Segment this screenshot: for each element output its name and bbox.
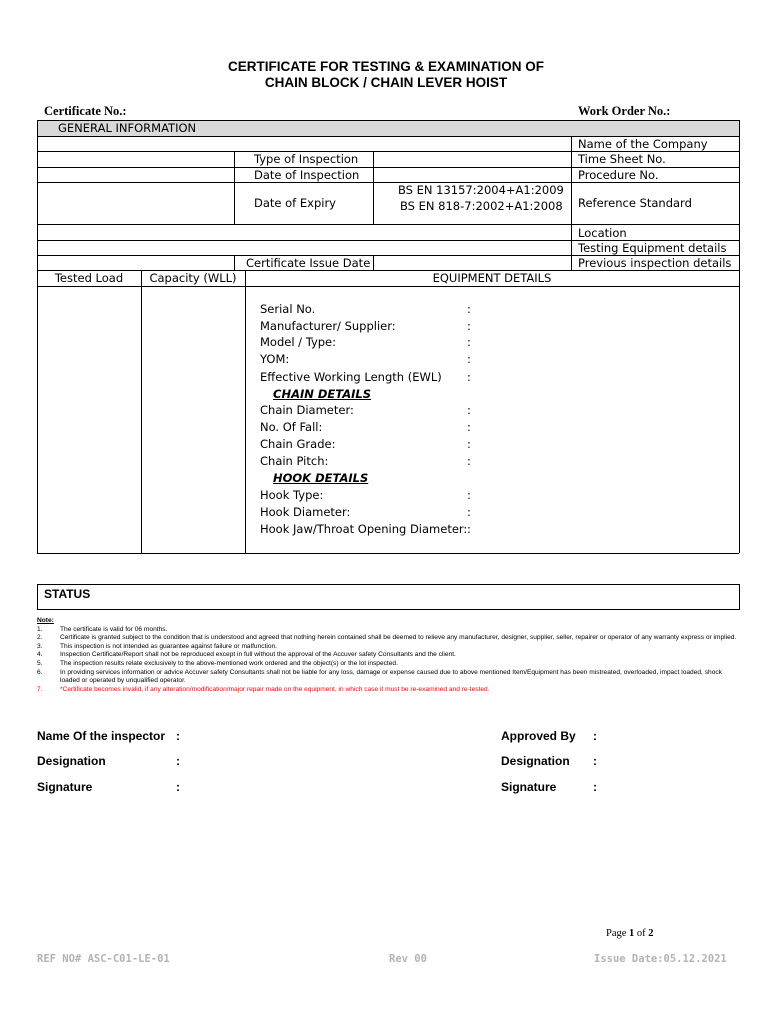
status-box: [37, 584, 740, 610]
hook-field-type: Hook Type:: [260, 488, 324, 502]
work-order-no-label: Work Order No.:: [578, 104, 671, 118]
standard-1: BS EN 13157:2004+A1:2009: [398, 183, 564, 197]
inspector-name-label: Name Of the inspector: [37, 729, 166, 743]
colon: :: [593, 780, 597, 794]
hook-field-diameter: Hook Diameter:: [260, 505, 351, 519]
rule-vertical: [571, 136, 572, 270]
document-title-line-2: CHAIN BLOCK / CHAIN LEVER HOIST: [264, 75, 508, 90]
page-number: Page 1 of 2: [606, 928, 654, 939]
note-item: 6. In providing services information or advice Accuver safety Consultants shall not be liable for any loss, damage or expense caused due to above mentioned Item/Equipment has been mistreated, overloaded, impact loaded, shock loaded or operated by unqualified operator.: [37, 668, 722, 685]
certificate-no-label: Certificate No.:: [44, 104, 127, 118]
date-of-expiry-label: Date of Expiry: [254, 196, 336, 210]
approver-designation-label: Designation: [501, 754, 570, 768]
tested-load-header: Tested Load: [54, 271, 124, 285]
chain-field-diameter: Chain Diameter:: [260, 403, 354, 417]
colon: :: [176, 729, 180, 743]
equipment-details-header: EQUIPMENT DETAILS: [432, 271, 552, 285]
document-title-line-1: CERTIFICATE FOR TESTING & EXAMINATION OF: [228, 59, 544, 74]
previous-inspection-details-label: Previous inspection details: [578, 256, 732, 270]
time-sheet-no-label: Time Sheet No.: [578, 152, 666, 166]
equipment-field-yom: YOM:: [260, 352, 290, 366]
capacity-wll-header: Capacity (WLL): [149, 271, 237, 285]
colon: :: [467, 488, 471, 502]
note-item: 2. Certificate is granted subject to the condition that is understood and agreed that nothing herein contained shall be deemed to relieve any manufacturer, designer, supplier, seller, repairer or operator of any warranty express or implied.: [37, 634, 737, 642]
certificate-issue-date-label: Certificate Issue Date: [246, 256, 371, 270]
rule-vertical: [373, 255, 374, 270]
rule-vertical: [141, 270, 142, 553]
colon: :: [467, 505, 471, 519]
standard-2: BS EN 818-7:2002+A1:2008: [400, 199, 563, 213]
notes-section: [37, 617, 737, 694]
footer-ref-no: REF NO# ASC-C01-LE-01: [37, 953, 170, 965]
hook-details-heading: HOOK DETAILS: [273, 471, 369, 485]
rule: [37, 286, 739, 287]
table-border-left: [37, 120, 38, 553]
rule-vertical: [234, 151, 235, 224]
procedure-no-label: Procedure No.: [578, 168, 659, 182]
equipment-field-model-type: Model / Type:: [260, 335, 337, 349]
colon: :: [467, 522, 471, 536]
rule: [37, 553, 739, 554]
colon: :: [467, 370, 471, 384]
rule: [37, 182, 739, 183]
note-item: 3. This inspection is not intended as guarantee against failure or malfunction.: [37, 642, 277, 650]
note-item: 5. The inspection results relate exclusively to the above-mentioned work ordered and the object(s) or the lot inspected.: [37, 659, 398, 667]
colon: :: [593, 729, 597, 743]
hook-field-jaw-opening: Hook Jaw/Throat Opening Diameter:: [260, 522, 468, 536]
approver-signature-label: Signature: [501, 780, 557, 794]
table-border-right: [739, 120, 740, 553]
colon: :: [467, 403, 471, 417]
footer-revision: Rev 00: [389, 953, 427, 965]
colon: :: [467, 302, 471, 316]
note-item: 1. The certificate is valid for 06 months.: [37, 625, 168, 633]
notes-heading: Note:: [37, 617, 54, 624]
general-information-heading: GENERAL INFORMATION: [58, 121, 197, 135]
rule: [37, 224, 739, 225]
colon: :: [467, 437, 471, 451]
date-of-inspection-label: Date of Inspection: [254, 168, 360, 182]
inspector-designation-label: Designation: [37, 754, 106, 768]
chain-field-pitch: Chain Pitch:: [260, 454, 329, 468]
inspector-signature-label: Signature: [37, 780, 93, 794]
note-item: 4. Inspection Certificate/Report shall not be reproduced except in full without the approval of the Accuver safety Consultants and the client.: [37, 651, 456, 659]
footer-issue-date: Issue Date:05.12.2021: [594, 953, 727, 965]
type-of-inspection-label: Type of Inspection: [254, 152, 359, 166]
status-label: STATUS: [44, 587, 91, 601]
colon: :: [176, 780, 180, 794]
rule-vertical: [234, 255, 235, 270]
colon: :: [467, 454, 471, 468]
colon: :: [467, 335, 471, 349]
name-of-company-label: Name of the Company: [578, 137, 708, 151]
colon: :: [467, 319, 471, 333]
reference-standard-label: Reference Standard: [578, 196, 692, 210]
equipment-field-ewl: Effective Working Length (EWL): [260, 370, 442, 384]
colon: :: [593, 754, 597, 768]
location-label: Location: [578, 226, 627, 240]
chain-details-heading: CHAIN DETAILS: [273, 387, 372, 401]
equipment-field-manufacturer: Manufacturer/ Supplier:: [260, 319, 396, 333]
rule-vertical: [373, 151, 374, 224]
colon: :: [176, 754, 180, 768]
chain-field-grade: Chain Grade:: [260, 437, 336, 451]
approved-by-label: Approved By: [501, 729, 576, 743]
rule-vertical: [245, 270, 246, 553]
colon: :: [467, 420, 471, 434]
note-item-warning: 7. *Certificate becomes invalid, if any alteration/modification/major repair made on the equipment, in which case it must be re-examined and re-tested.: [37, 685, 490, 693]
equipment-field-serial-no: Serial No.: [260, 302, 316, 316]
testing-equipment-details-label: Testing Equipment details: [578, 241, 727, 255]
colon: :: [467, 352, 471, 366]
chain-field-no-of-fall: No. Of Fall:: [260, 420, 323, 434]
